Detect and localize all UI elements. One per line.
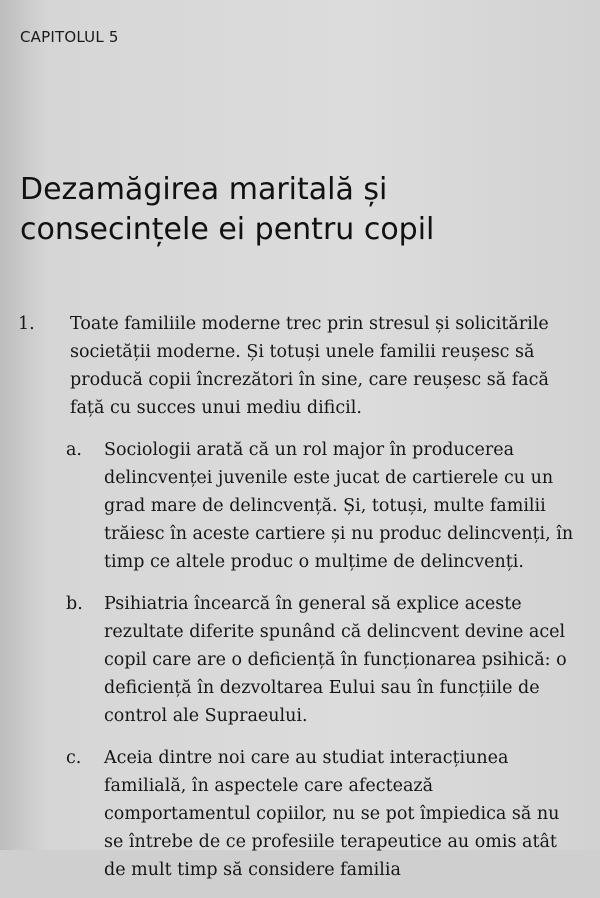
sub-marker: c.: [66, 748, 82, 768]
list-item-1: [18, 310, 582, 422]
sub-item-text: Aceia dintre noi care au studiat interacțiunea familială, în aspectele care afectează comportamentul copiilor, nu se pot împiedica să nu se întrebe de ce profesiile terapeutice au omis atât de mult timp să considere familia: [104, 748, 560, 880]
numbered-list: [0, 310, 600, 898]
title-line-1: Dezamăgirea maritală și: [20, 172, 388, 207]
list-marker: 1.: [18, 314, 35, 334]
page-title: [20, 170, 580, 250]
sub-item-a: [66, 436, 584, 576]
sub-marker: b.: [66, 594, 83, 614]
sub-item-text: Sociologii arată că un rol major în producerea delincvenței juvenile este jucat de cartierele cu un grad mare de delincvență. Și, totuși, multe familii trăiesc în aceste cartiere și nu produc delincvenți, în timp ce altele produc o mulțime de delincvenți.: [104, 440, 574, 572]
chapter-heading: CAPITOLUL 5: [20, 28, 119, 46]
sub-item-b: [66, 590, 584, 730]
title-line-2: consecințele ei pentru copil: [20, 212, 435, 247]
sub-item-c: [66, 744, 584, 884]
sub-item-text: Psihiatria încearcă în general să explice aceste rezultate diferite spunând că delincvent devine acel copil care are o deficiență în funcționarea psihică: o deficiență în dezvoltarea Eului sau în funcțiile de control ale Supraeului.: [104, 594, 567, 726]
sub-marker: a.: [66, 440, 82, 460]
list-item-text: Toate familiile moderne trec prin stresul și solicitările societății moderne. Și totuși unele familii reușesc să producă copii încrezători în sine, care reușesc să facă față cu succes unui mediu dificil.: [70, 314, 549, 418]
